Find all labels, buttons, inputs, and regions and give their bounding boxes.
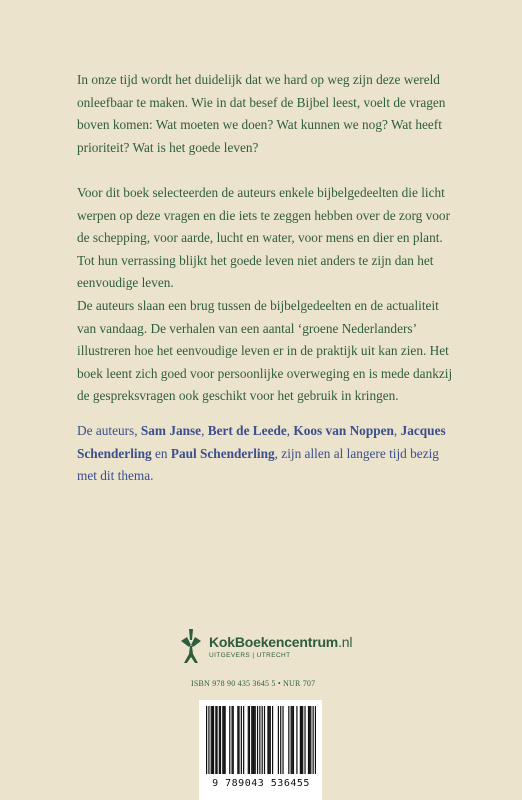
barcode-bar [223,706,224,774]
barcode-bar [262,706,263,774]
barcode-bar [219,706,220,774]
barcode [199,700,322,800]
barcode-bar [315,706,316,774]
authors-separator: , [286,423,294,438]
barcode-bar [233,706,234,774]
intro-paragraph: In onze tijd wordt het duidelijk dat we hard op weg zijn deze wereld onleefbaar te maken. Wie in dat besef de Bijbel leest, voelt de vragen boven komen: Wat moeten we doen? Wat kunnen we nog? Wat heeft prioriteit? Wat is het goede leven? [77,72,446,155]
barcode-bar [211,706,212,774]
barcode-bar [264,706,265,774]
barcode-bar [270,706,271,774]
barcode-bar [309,706,310,774]
authors-separator: , [393,423,401,438]
publisher-name-suffix: .nl [338,634,353,650]
barcode-bar [206,706,207,774]
barcode-bar [222,706,223,774]
author-name: Jacques Schenderling [77,423,446,461]
barcode-bars [206,706,316,774]
barcode-bar [272,706,273,774]
barcode-bar [251,706,252,774]
author-name: Sam Janse [140,423,202,438]
bridge-paragraph: De auteurs slaan een brug tussen de bijbelgedeelten en de actualiteit van vandaag. De verhalen van een aantal ‘groene Nederlanders’ illustreren hoe het eenvoudige leven er in de praktijk uit kan zien. Het boek leent zich goed voor persoonlijke overweging en is mede dankzij de gespreksvragen ook geschikt voor het gebruik in kringen. [77,298,453,404]
barcode-bar [237,706,238,774]
barcode-bar [213,706,214,774]
barcode-bar [269,706,270,774]
barcode-bar [216,706,217,774]
isbn-nur-line: ISBN 978 90 435 3645 5 • NUR 707 [191,679,316,688]
barcode-bar [241,706,242,774]
barcode-bar [243,706,244,774]
barcode-digits: 9 789043 536455 [212,778,310,789]
barcode-bar [257,706,258,774]
barcode-bar [212,706,213,774]
barcode-bar [302,706,303,774]
author-name: Koos van Noppen [293,423,394,438]
barcode-bar [249,706,250,774]
authors-and: en [151,445,171,461]
authors-separator: , [201,423,208,438]
authors-outro: , zijn allen al langere tijd bezig met dit thema. [77,445,439,484]
barcode-bar [308,706,309,774]
kokboekencentrum-logo-icon [180,628,202,664]
barcode-bar [304,706,305,774]
barcode-bar [253,706,254,774]
barcode-bar [280,706,281,774]
barcode-bar [288,706,289,774]
barcode-bar [231,706,232,774]
barcode-bar [293,706,294,774]
author-name-last: Paul Schenderling [170,445,275,461]
authors-intro: De auteurs, [77,423,141,438]
barcode-bar [291,706,292,774]
author-name: Bert de Leede [207,423,287,438]
barcode-bar [255,706,256,774]
barcode-bar [248,706,249,774]
barcode-bar [238,706,239,774]
barcode-bar [259,706,260,774]
barcode-bar [278,706,279,774]
publisher-subtitle: UITGEVERS | UTRECHT [209,652,291,659]
barcode-bar [225,706,226,774]
selection-paragraph: Voor dit boek selecteerden de auteurs enkele bijbelgedeelten die licht werpen op deze vragen en die iets te zeggen hebben over de zorg voor de schepping, voor aarde, lucht en water, voor mens en dier en plant. Tot hun verrassing blijkt het goede leven niet anders te zijn dan het eenvoudige leven. [77,185,451,291]
barcode-bar [292,706,293,774]
barcode-bar [220,706,221,774]
barcode-bar [215,706,216,774]
publisher-block [180,628,380,668]
publisher-name-bold: KokBoekencentrum [209,634,339,650]
publisher-name [209,634,352,650]
barcode-bar [310,706,311,774]
barcode-bar [229,706,230,774]
barcode-bar [313,706,314,774]
barcode-bar [300,706,301,774]
barcode-bar [282,706,283,774]
barcode-bar [208,706,209,774]
barcode-bar [296,706,297,774]
barcode-bar [267,706,268,774]
barcode-bar [301,706,302,774]
authors-paragraph [77,420,457,488]
barcode-bar [252,706,253,774]
